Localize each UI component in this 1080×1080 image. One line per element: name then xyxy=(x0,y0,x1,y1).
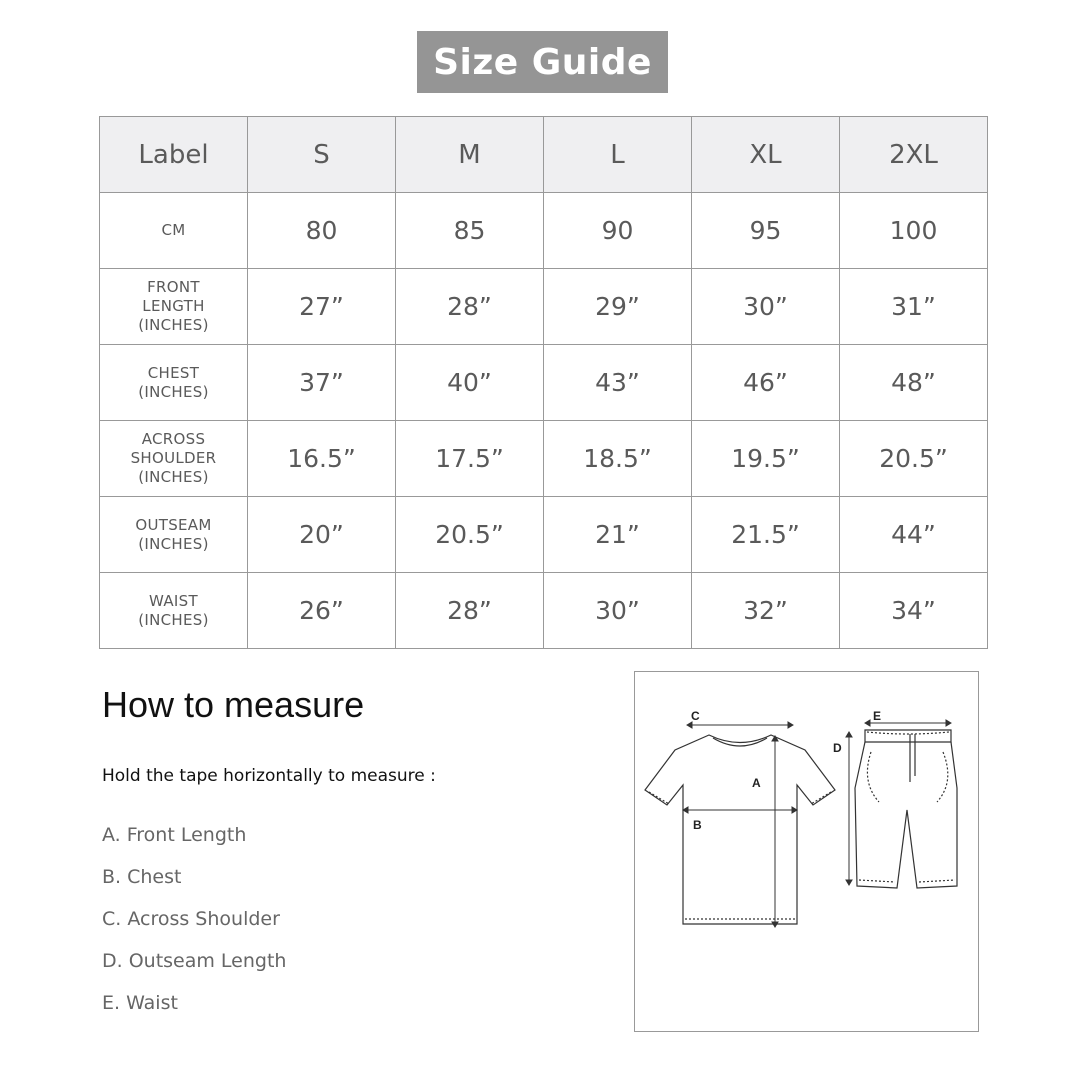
diagram-label-c: C xyxy=(691,709,700,723)
value-cell: 46” xyxy=(692,345,840,421)
page-title: Size Guide xyxy=(417,31,668,93)
value-cell: 90 xyxy=(544,193,692,269)
row-label-line: CHEST xyxy=(147,363,200,382)
value-cell: 43” xyxy=(544,345,692,421)
diagram-label-b: B xyxy=(693,818,702,832)
value-cell: 48” xyxy=(840,345,988,421)
row-label-cell xyxy=(100,345,248,421)
front-length-measure-arrow xyxy=(772,736,778,927)
value-cell: 95 xyxy=(692,193,840,269)
value-cell: 19.5” xyxy=(692,421,840,497)
header-size-cell: L xyxy=(544,117,692,193)
table-header-row xyxy=(100,117,988,193)
list-item: C. Across Shoulder xyxy=(102,908,280,930)
value-cell: 30” xyxy=(692,269,840,345)
header-size-cell: 2XL xyxy=(840,117,988,193)
header-label-cell: Label xyxy=(100,117,248,193)
row-label-cell xyxy=(100,193,248,269)
value-cell: 30” xyxy=(544,573,692,649)
value-cell: 34” xyxy=(840,573,988,649)
diagram-label-e: E xyxy=(873,709,882,723)
value-cell: 31” xyxy=(840,269,988,345)
tshirt-icon xyxy=(645,735,835,924)
table-row xyxy=(100,345,988,421)
value-cell: 40” xyxy=(396,345,544,421)
row-label-line: CM xyxy=(161,221,186,239)
shorts-icon xyxy=(855,730,957,888)
value-cell: 29” xyxy=(544,269,692,345)
table-row xyxy=(100,193,988,269)
row-label-line: WAIST xyxy=(149,591,198,610)
value-cell: 80 xyxy=(248,193,396,269)
table-row xyxy=(100,421,988,497)
outseam-measure-arrow xyxy=(846,732,852,885)
header-size-cell: M xyxy=(396,117,544,193)
value-cell: 28” xyxy=(396,269,544,345)
row-label-cell xyxy=(100,573,248,649)
value-cell: 16.5” xyxy=(248,421,396,497)
value-cell: 20” xyxy=(248,497,396,573)
list-item: D. Outseam Length xyxy=(102,950,287,972)
row-label-cell xyxy=(100,269,248,345)
how-to-measure-heading: How to measure xyxy=(102,684,365,725)
row-label-line: (INCHES) xyxy=(138,382,209,401)
value-cell: 85 xyxy=(396,193,544,269)
row-label-line: OUTSEAM xyxy=(135,515,212,534)
garment-illustration xyxy=(635,672,978,1031)
value-cell: 20.5” xyxy=(840,421,988,497)
table-row xyxy=(100,573,988,649)
size-table xyxy=(99,116,988,649)
chest-measure-arrow xyxy=(683,807,797,813)
header-size-cell: S xyxy=(248,117,396,193)
value-cell: 20.5” xyxy=(396,497,544,573)
value-cell: 26” xyxy=(248,573,396,649)
value-cell: 27” xyxy=(248,269,396,345)
value-cell: 100 xyxy=(840,193,988,269)
diagram-label-a: A xyxy=(752,776,761,790)
list-item: A. Front Length xyxy=(102,824,247,846)
table-row xyxy=(100,269,988,345)
shoulder-measure-arrow xyxy=(687,722,793,728)
diagram-label-d: D xyxy=(833,741,842,755)
value-cell: 21” xyxy=(544,497,692,573)
list-item: B. Chest xyxy=(102,866,182,888)
row-label-line: ACROSS xyxy=(141,430,206,448)
value-cell: 28” xyxy=(396,573,544,649)
row-label-line: LENGTH xyxy=(142,297,205,315)
row-label-line: (INCHES) xyxy=(138,534,209,553)
value-cell: 17.5” xyxy=(396,421,544,497)
header-size-cell: XL xyxy=(692,117,840,193)
list-item: E. Waist xyxy=(102,992,178,1014)
row-label-line: (INCHES) xyxy=(138,468,209,486)
row-label-line: (INCHES) xyxy=(138,316,209,334)
row-label-cell xyxy=(100,421,248,497)
value-cell: 44” xyxy=(840,497,988,573)
measure-steps-list xyxy=(102,822,286,1032)
row-label-line: FRONT xyxy=(147,278,200,296)
value-cell: 32” xyxy=(692,573,840,649)
value-cell: 37” xyxy=(248,345,396,421)
row-label-line: SHOULDER xyxy=(130,449,217,467)
value-cell: 18.5” xyxy=(544,421,692,497)
row-label-cell xyxy=(100,497,248,573)
value-cell: 21.5” xyxy=(692,497,840,573)
row-label-line: (INCHES) xyxy=(138,610,209,629)
measure-instruction: Hold the tape horizontally to measure : xyxy=(102,766,436,786)
measurement-diagram xyxy=(634,671,979,1032)
table-row xyxy=(100,497,988,573)
